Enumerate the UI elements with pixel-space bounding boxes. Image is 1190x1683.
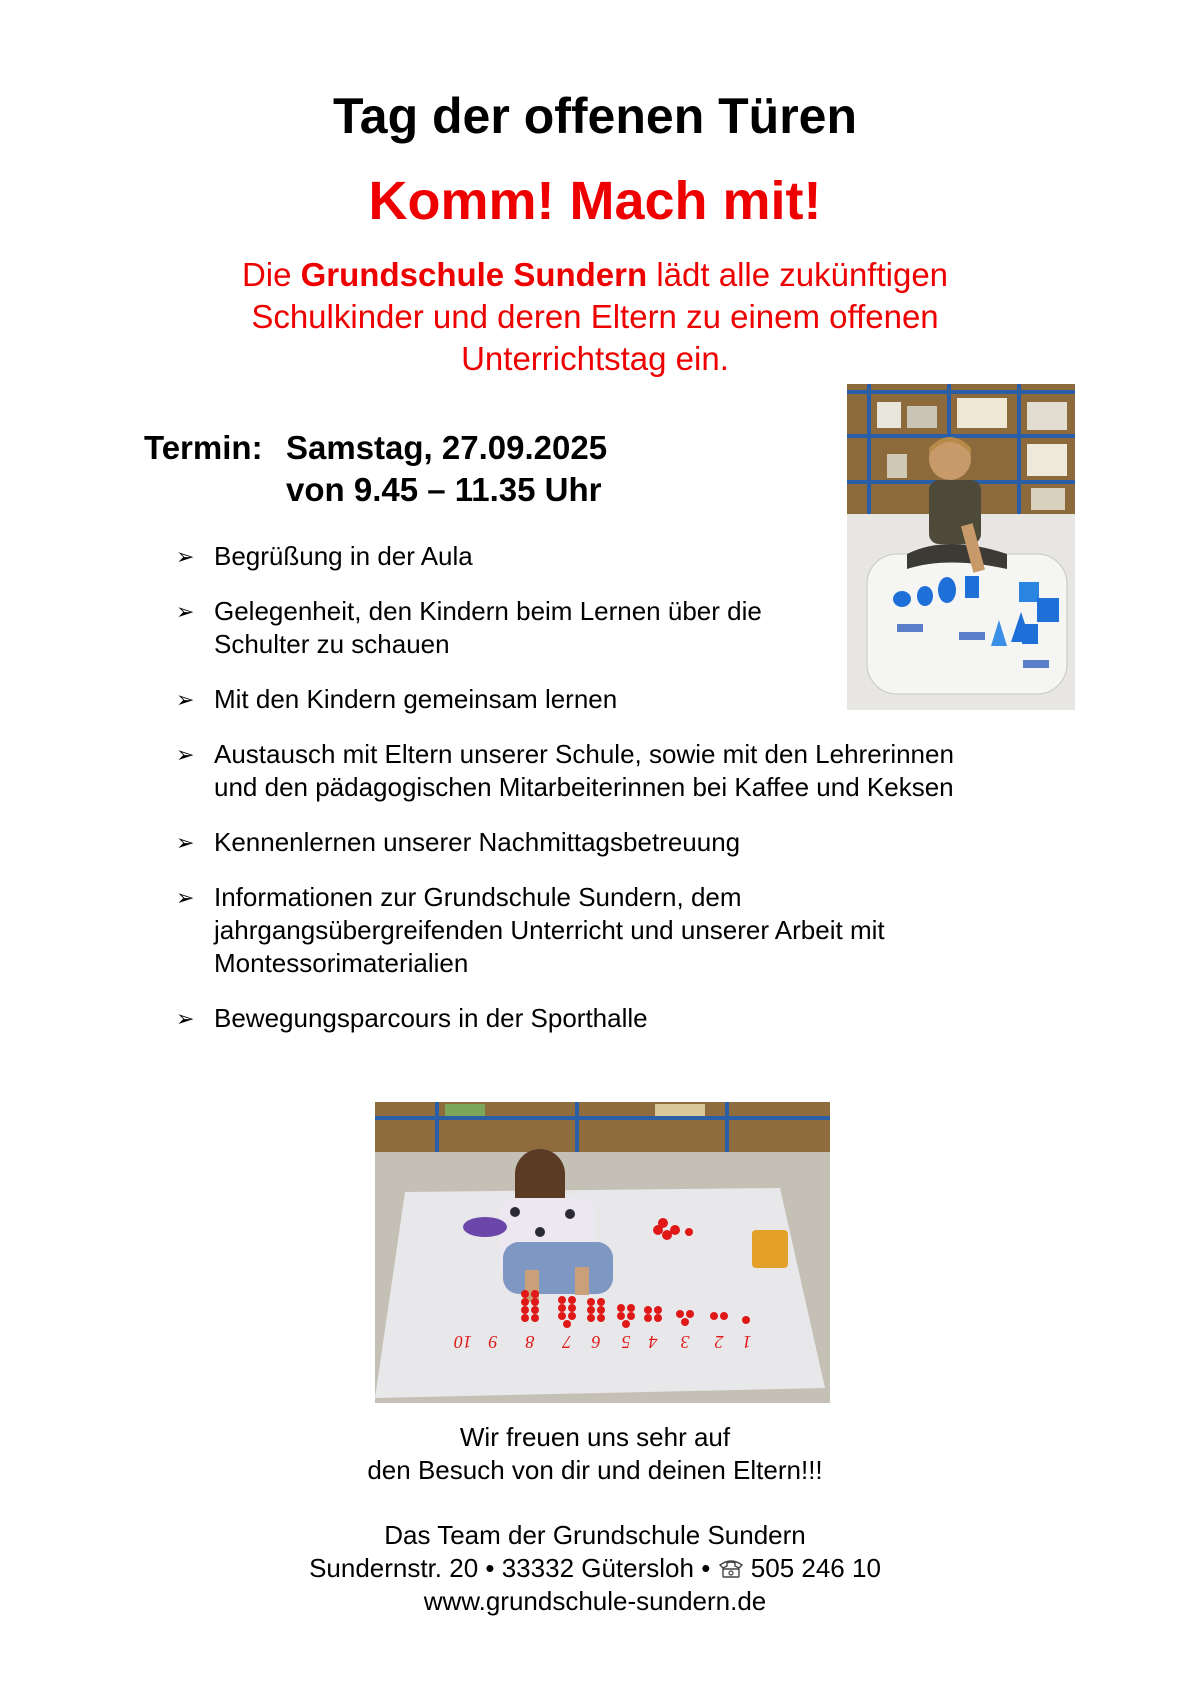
termin-time: von 9.45 – 11.35 Uhr (286, 471, 602, 508)
program-item-line: und den pädagogischen Mitarbeiterinnen bei Kaffee und Keksen (214, 772, 954, 802)
school-name: Grundschule Sundern (300, 256, 648, 293)
program-item (176, 738, 1056, 804)
counting-digit: 8 (525, 1332, 535, 1352)
arrow-bullet-icon: ➢ (176, 599, 195, 624)
team-signature: Das Team der Grundschule Sundern (384, 1520, 806, 1550)
photo-girl-counting (375, 1102, 830, 1403)
program-item-line: Schulter zu schauen (214, 629, 450, 659)
program-item-line: Mit den Kindern gemeinsam lernen (214, 684, 618, 714)
contact-block (0, 1519, 1190, 1618)
counting-digit: 6 (591, 1332, 601, 1352)
counting-digit: 7 (562, 1332, 572, 1352)
program-item-line: Kennenlernen unserer Nachmittagsbetreuung (214, 827, 741, 857)
arrow-bullet-icon: ➢ (176, 544, 195, 569)
program-item (176, 881, 1056, 980)
counting-digit: 9 (488, 1332, 498, 1352)
arrow-bullet-icon: ➢ (176, 1006, 195, 1031)
program-item-line: Austausch mit Eltern unserer Schule, sowie mit den Lehrerinnen (214, 739, 954, 769)
program-item-line: Begrüßung in der Aula (214, 541, 473, 571)
closing-line-1: Wir freuen uns sehr auf (459, 1422, 731, 1452)
closing-message (0, 1421, 1190, 1487)
website-link[interactable]: www.grundschule-sundern.de (423, 1586, 767, 1616)
intro-line-3: Unterrichtstag ein. (461, 340, 729, 377)
program-item-line: Bewegungsparcours in der Sporthalle (214, 1003, 648, 1033)
arrow-bullet-icon: ➢ (176, 885, 195, 910)
termin-label: Termin: (144, 429, 263, 466)
address-line (0, 1552, 1190, 1585)
counting-digit: 4 (648, 1332, 658, 1352)
counting-digit: 5 (621, 1332, 631, 1352)
intro-after: lädt alle zukünftigen (647, 256, 949, 293)
arrow-bullet-icon: ➢ (176, 742, 195, 767)
counting-digit: 2 (714, 1332, 724, 1352)
program-item-line: Informationen zur Grundschule Sundern, dem (214, 882, 742, 912)
phone-icon (718, 1557, 744, 1579)
photo-boy-geometric-solids (847, 384, 1075, 710)
page-title: Tag der offenen Türen (332, 88, 858, 144)
photo-girl-illustration (375, 1102, 830, 1403)
program-item-line: Montessorimaterialien (214, 948, 469, 978)
counting-digit: 1 (742, 1332, 752, 1352)
address: Sundernstr. 20 • 33332 Gütersloh • (309, 1553, 711, 1583)
photo-boy-illustration (847, 384, 1075, 710)
program-item (176, 1002, 1056, 1035)
counting-digit: 3 (680, 1332, 690, 1352)
arrow-bullet-icon: ➢ (176, 830, 195, 855)
intro-line-2: Schulkinder und deren Eltern zu einem offenen (251, 298, 939, 335)
program-item-line: jahrgangsübergreifenden Unterricht und unserer Arbeit mit (214, 915, 885, 945)
phone-number: 505 246 10 (750, 1553, 881, 1583)
program-item (176, 826, 1056, 859)
slogan: Komm! Mach mit! (368, 171, 822, 231)
program-item-line: Gelegenheit, den Kindern beim Lernen über die (214, 596, 762, 626)
closing-line-2: den Besuch von dir und deinen Eltern!!! (367, 1455, 823, 1485)
termin-date: Samstag, 27.09.2025 (286, 429, 608, 466)
intro-line-1 (0, 254, 1190, 296)
intro-text (0, 254, 1190, 380)
arrow-bullet-icon: ➢ (176, 687, 195, 712)
intro-before: Die (241, 256, 301, 293)
counting-digit: 10 (454, 1332, 472, 1352)
